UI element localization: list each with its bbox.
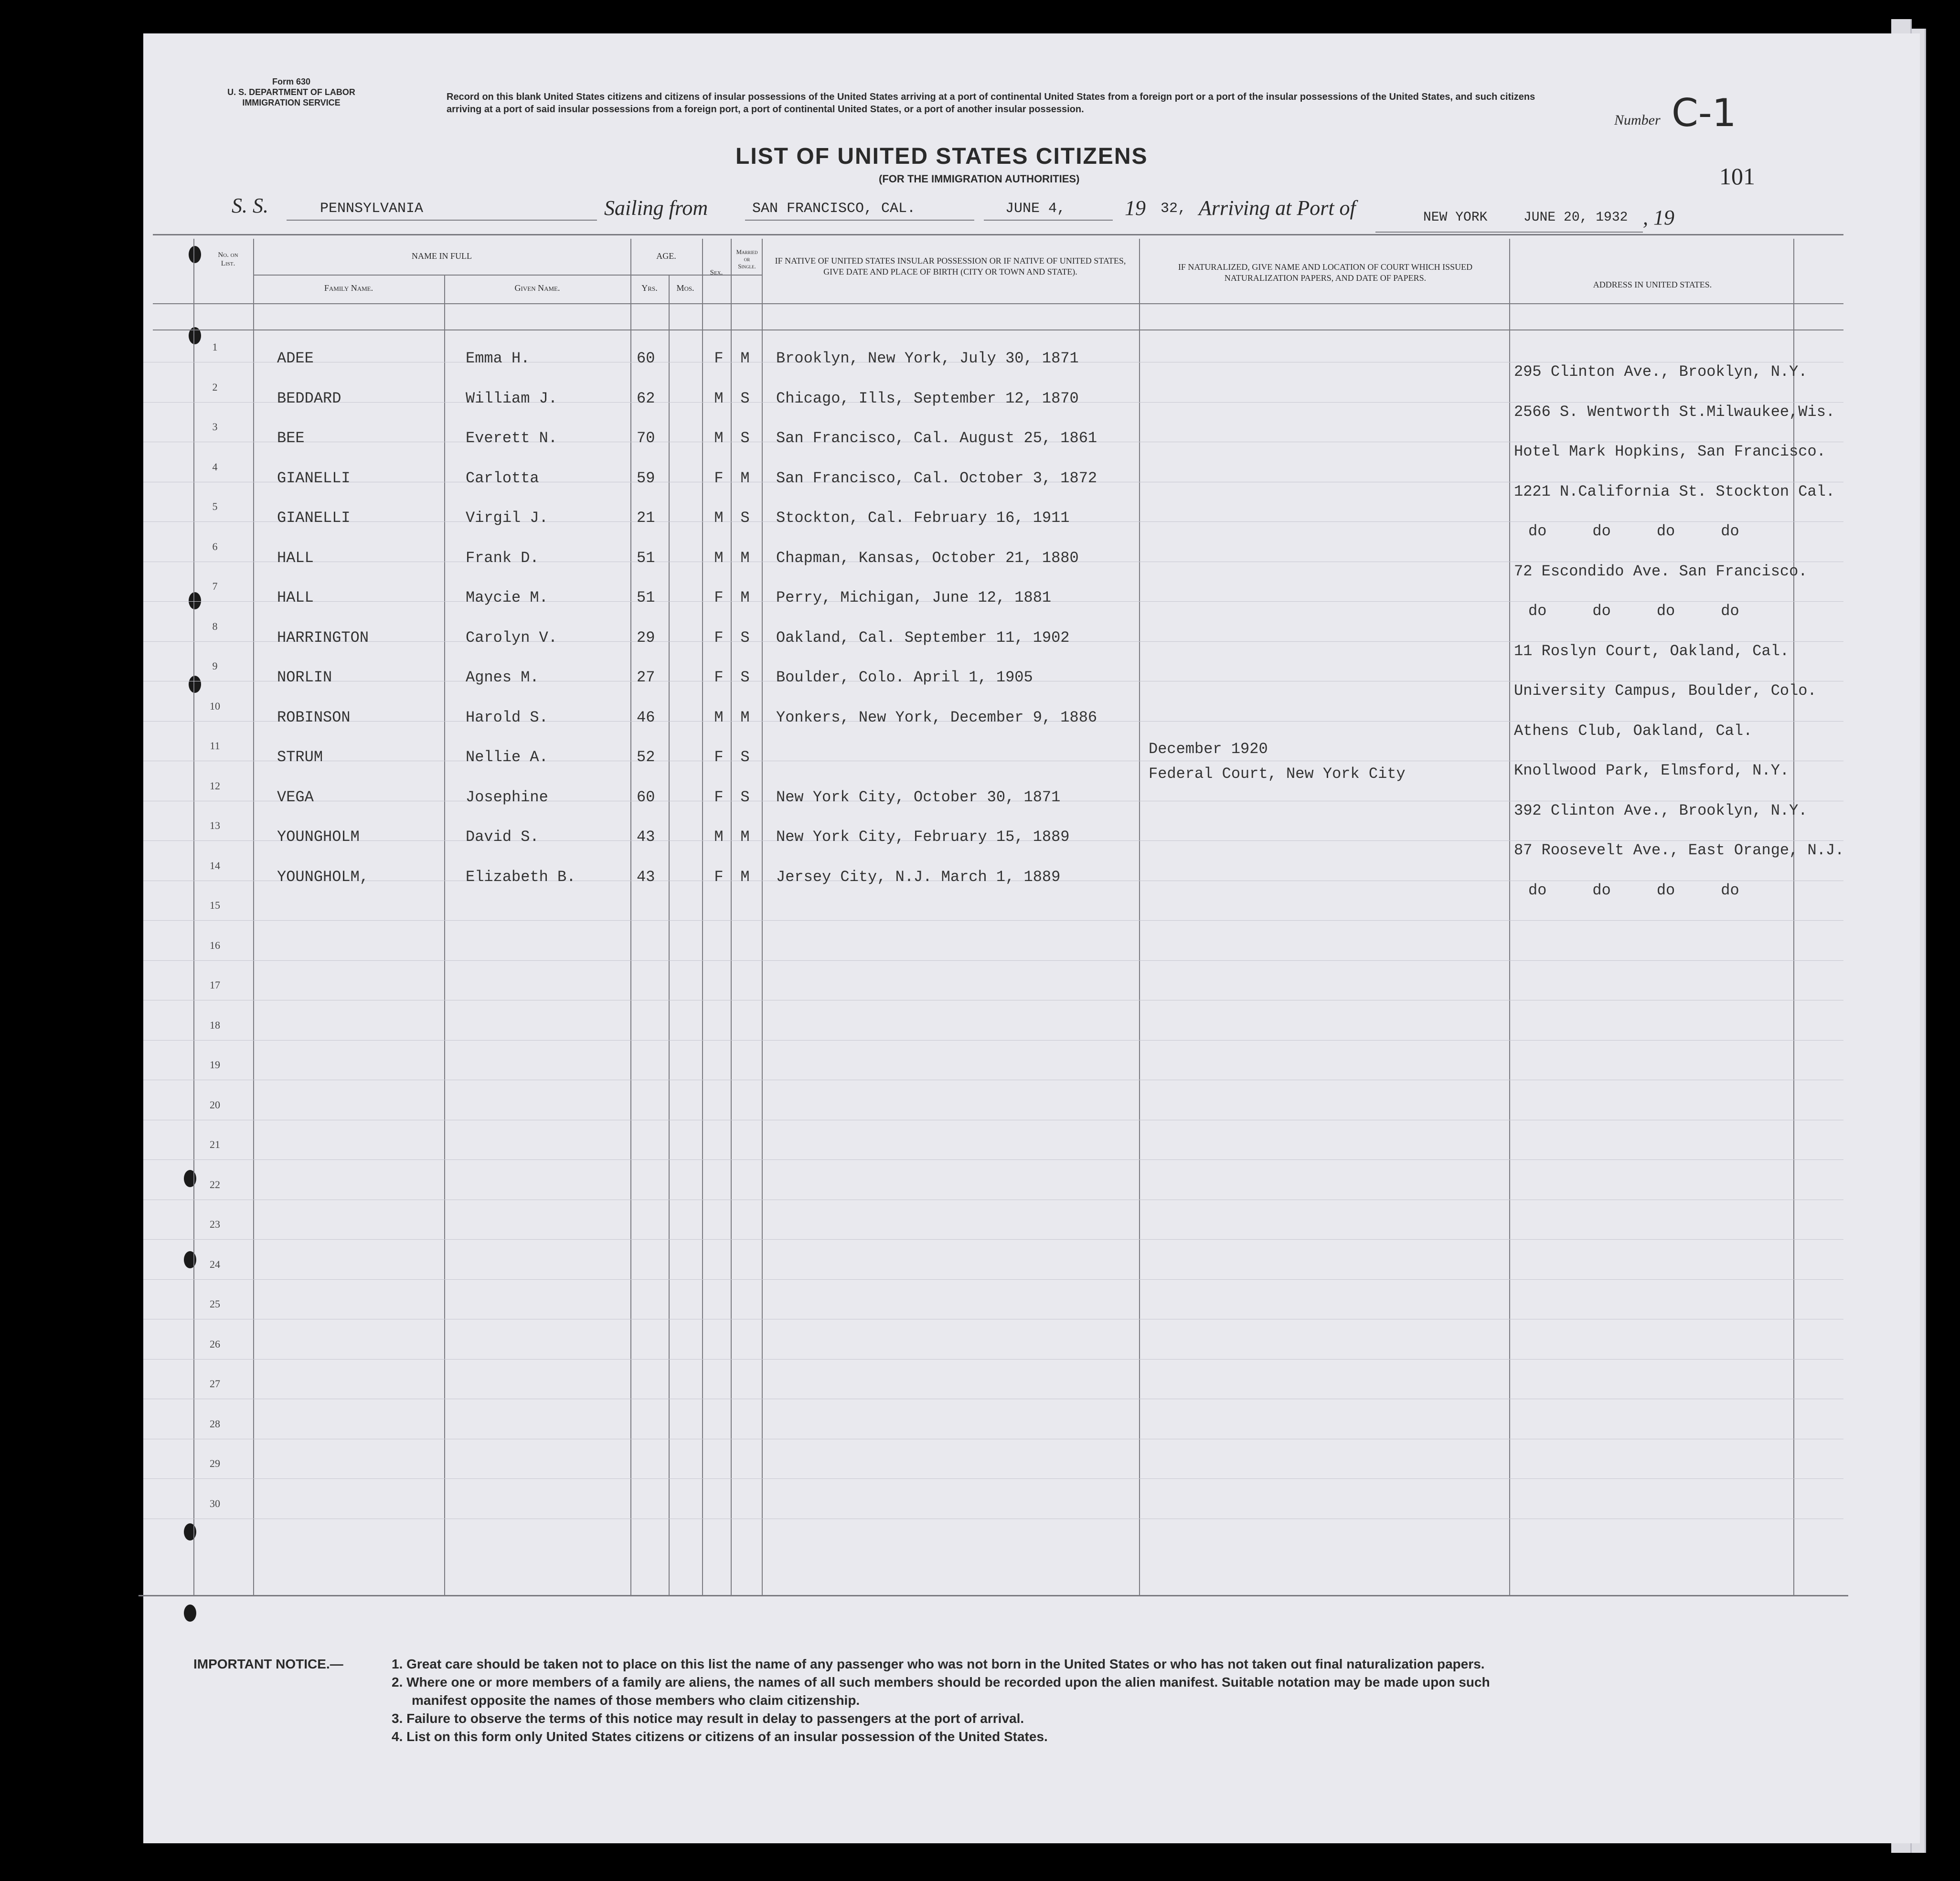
binder-hole [184,1170,196,1187]
row-number: 30 [210,1497,220,1509]
column-divider [702,239,703,1595]
age-cell: 52 [637,748,655,766]
address-cell: do do do do [1528,602,1739,620]
family-name-cell: GIANELLI [277,469,351,487]
given-name-cell: William J. [466,389,558,407]
marital-status-cell: S [740,389,750,407]
row-number: 22 [210,1178,220,1190]
birth-place-cell: Jersey City, N.J. March 1, 1889 [776,868,1061,886]
table-bottom-border [138,1595,1848,1596]
row-number: 1 [212,341,218,353]
notice-item-3: 3. Failure to observe the terms of this notice may result in delay to passengers at the port of arrival. [392,1711,1024,1726]
birth-place-cell: San Francisco, Cal. August 25, 1861 [776,429,1097,447]
given-name-cell: Harold S. [466,708,548,726]
sex-cell: M [714,389,724,407]
column-divider [1793,239,1794,1595]
header-married: Married or Single. [736,248,758,270]
given-name-cell: David S. [466,828,539,846]
year-prefix: 19 [1125,196,1146,220]
row-rule [143,1159,1843,1160]
ship-name: PENNSYLVANIA [320,201,424,217]
year-prefix-2: , 19 [1643,206,1674,229]
page-subtitle: (FOR THE IMMIGRATION AUTHORITIES) [879,173,1080,185]
marital-status-cell: S [740,509,750,527]
birth-place-cell: Chicago, Ills, September 12, 1870 [776,389,1079,407]
age-cell: 70 [637,429,655,447]
sex-cell: M [714,708,724,726]
row-number: 25 [210,1298,220,1310]
notice-item-4: 4. List on this form only United States citizens or citizens of an insular possession of the United States. [392,1729,1048,1744]
row-number: 9 [212,660,218,672]
header-yrs: Yrs. [641,283,658,293]
table-top-border [153,234,1843,235]
row-number: 7 [212,580,218,592]
column-divider [253,239,254,1595]
notice-item-2-cont: manifest opposite the names of those members who claim citizenship. [412,1693,860,1708]
sex-cell: M [714,429,724,447]
row-rule [143,1478,1843,1479]
row-rule [143,1239,1843,1240]
given-name-cell: Virgil J. [466,509,548,527]
sex-cell: F [714,589,724,606]
naturalization-court: Federal Court, New York City [1149,765,1406,783]
marital-status-cell: S [740,628,750,647]
column-divider [1139,239,1140,1595]
family-name-cell: VEGA [277,788,314,806]
row-number: 17 [210,979,220,991]
age-cell: 46 [637,708,655,726]
family-name-cell: GIANELLI [277,509,351,527]
family-name-cell: YOUNGHOLM, [277,868,369,886]
address-cell: Athens Club, Oakland, Cal. [1514,722,1753,740]
binder-hole [184,1251,196,1268]
fill-line [745,220,974,221]
binder-hole [189,246,201,263]
sex-cell: F [714,868,724,886]
header-birth: IF NATIVE OF UNITED STATES INSULAR POSSESSION OR IF NATIVE OF UNITED STATES, GIVE DATE AND PLACE OF BIRTH (CITY OR TOWN AND STATE). [775,256,1126,276]
column-divider [669,275,670,1595]
age-cell: 29 [637,628,655,647]
age-cell: 51 [637,549,655,567]
notice-item-1: 1. Great care should be taken not to place on this list the name of any passenger who was not born in the United States or who has not taken out final naturalization papers. [392,1657,1485,1671]
marital-status-cell: M [740,708,750,726]
address-cell: do do do do [1528,522,1739,540]
address-cell: 295 Clinton Ave., Brooklyn, N.Y. [1514,363,1808,381]
row-rule [143,920,1843,921]
family-name-cell: YOUNGHOLM [277,828,360,846]
address-cell: University Campus, Boulder, Colo. [1514,682,1817,700]
departure-port: SAN FRANCISCO, CAL. [752,201,916,217]
department-name: U. S. DEPARTMENT OF LABOR [227,87,355,97]
birth-place-cell: Brooklyn, New York, July 30, 1871 [776,350,1079,367]
column-divider [630,239,631,1595]
column-divider [1509,239,1510,1595]
address-cell: Hotel Mark Hopkins, San Francisco. [1514,443,1826,460]
marital-status-cell: M [740,350,750,367]
address-cell: 11 Roslyn Court, Oakland, Cal. [1514,642,1790,660]
header-bottom-border [153,303,1843,304]
given-name-cell: Carlotta [466,469,539,487]
naturalization-date: December 1920 [1149,740,1268,758]
given-name-cell: Carolyn V. [466,628,558,647]
given-name-cell: Josephine [466,788,548,806]
marital-status-cell: M [740,868,750,886]
arriving-label: Arriving at Port of [1199,196,1356,220]
age-cell: 43 [637,828,655,846]
family-name-cell: ADEE [277,350,314,367]
row-rule [143,1040,1843,1041]
form-identifier [201,76,382,108]
row-number: 14 [210,859,220,871]
header-naturalized: IF NATURALIZED, GIVE NAME AND LOCATION OF COURT WHICH ISSUED NATURALIZATION PAPERS, AND DATE OF PAPERS. [1178,262,1473,283]
form-number: Form 630 [272,77,311,86]
sailing-label: Sailing from [604,196,708,220]
age-cell: 21 [637,509,655,527]
header-family: Family Name. [324,283,373,293]
family-name-cell: BEE [277,429,305,447]
binder-hole [189,676,201,693]
address-cell: 87 Roosevelt Ave., East Orange, N.J. [1514,841,1844,859]
family-name-cell: BEDDARD [277,389,341,407]
given-name-cell: Emma H. [466,350,530,367]
form-instructions: Record on this blank United States citizens and citizens of insular possessions of the United States arriving at a port of continental United States from a foreign port or a port of the insular possessions of the United States, and such citizens arriving at a port of said insular possessions from a foreign port, a port of continental United States, or a port of another insular possession. [447,92,1535,115]
marital-status-cell: S [740,669,750,686]
address-cell: 392 Clinton Ave., Brooklyn, N.Y. [1514,801,1808,819]
fill-line [287,220,597,221]
age-cell: 60 [637,788,655,806]
marital-status-cell: M [740,549,750,567]
row-number: 3 [212,421,218,433]
header-bottom-border [153,329,1843,330]
given-name-cell: Maycie M. [466,589,548,606]
sex-cell: F [714,469,724,487]
binder-hole [184,1605,196,1622]
header-name: NAME IN FULL [412,251,472,261]
row-number: 27 [210,1378,220,1390]
row-number: 20 [210,1098,220,1111]
departure-date: JUNE 4, [1005,201,1066,217]
row-number: 24 [210,1258,220,1270]
row-number: 19 [210,1059,220,1071]
address-cell: 1221 N.California St. Stockton Cal. [1514,482,1835,500]
age-cell: 43 [637,868,655,886]
marital-status-cell: M [740,469,750,487]
marital-status-cell: S [740,429,750,447]
row-rule [143,960,1843,961]
row-number: 5 [212,500,218,512]
address-cell: do do do do [1528,881,1739,899]
service-name: IMMIGRATION SERVICE [242,98,341,107]
departure-year: 32, [1161,201,1187,217]
number-value: C-1 [1672,91,1736,135]
sex-cell: F [714,669,724,686]
header-divider [253,275,762,276]
family-name-cell: ROBINSON [277,708,351,726]
birth-place-cell: New York City, October 30, 1871 [776,788,1061,806]
header-mos: Mos. [676,283,694,293]
marital-status-cell: M [740,828,750,846]
row-number: 12 [210,779,220,792]
page-title: LIST OF UNITED STATES CITIZENS [735,144,1148,169]
row-number: 18 [210,1019,220,1031]
birth-place-cell: Oakland, Cal. September 11, 1902 [776,628,1070,647]
page-number: 101 [1719,163,1755,190]
given-name-cell: Agnes M. [466,669,539,686]
arrival-date: JUNE 20, 1932 [1523,210,1628,225]
row-number: 21 [210,1138,220,1150]
arrival-port: NEW YORK [1423,210,1488,225]
row-number: 26 [210,1338,220,1350]
fill-line [984,220,1113,221]
sex-cell: F [714,748,724,766]
family-name-cell: HARRINGTON [277,628,369,647]
row-number: 4 [212,460,218,473]
given-name-cell: Elizabeth B. [466,868,576,886]
row-number: 16 [210,939,220,951]
row-number: 13 [210,819,220,831]
age-cell: 51 [637,589,655,606]
birth-place-cell: Yonkers, New York, December 9, 1886 [776,708,1097,726]
address-cell: Knollwood Park, Elmsford, N.Y. [1514,762,1790,779]
row-number: 29 [210,1457,220,1469]
age-cell: 59 [637,469,655,487]
row-rule [143,1279,1843,1280]
row-number: 8 [212,620,218,632]
age-cell: 27 [637,669,655,686]
binder-hole [189,592,201,609]
sex-cell: F [714,628,724,647]
notice-item-2: 2. Where one or more members of a family are aliens, the names of all such members should be recorded upon the alien manifest. Suitable notation may be made upon such [392,1675,1490,1690]
sex-cell: M [714,509,724,527]
sex-cell: M [714,549,724,567]
header-given: Given Name. [514,283,560,293]
column-divider [444,275,445,1595]
notice-label: IMPORTANT NOTICE.— [193,1657,343,1671]
row-rule [143,1359,1843,1360]
header-age: AGE. [656,251,676,261]
row-number: 6 [212,540,218,553]
birth-place-cell: San Francisco, Cal. October 3, 1872 [776,469,1097,487]
row-number: 28 [210,1417,220,1430]
header-no: No. on List. [218,251,238,267]
birth-place-cell: Stockton, Cal. February 16, 1911 [776,509,1070,527]
marital-status-cell: M [740,589,750,606]
given-name-cell: Everett N. [466,429,558,447]
address-cell: 72 Escondido Ave. San Francisco. [1514,562,1808,580]
sex-cell: F [714,350,724,367]
sex-cell: F [714,788,724,806]
birth-place-cell: New York City, February 15, 1889 [776,828,1070,846]
ss-label: S. S. [232,194,268,217]
row-number: 15 [210,899,220,911]
family-name-cell: NORLIN [277,669,332,686]
fill-line [1375,232,1643,233]
row-number: 2 [212,381,218,393]
age-cell: 62 [637,389,655,407]
sex-cell: M [714,828,724,846]
family-name-cell: HALL [277,589,314,606]
given-name-cell: Nellie A. [466,748,548,766]
age-cell: 60 [637,350,655,367]
birth-place-cell: Boulder, Colo. April 1, 1905 [776,669,1033,686]
number-label: Number [1614,112,1661,128]
column-divider [193,239,194,1595]
marital-status-cell: S [740,748,750,766]
column-divider [762,239,763,1595]
header-sex: Sex. [710,269,723,276]
binder-hole [184,1523,196,1541]
row-number: 11 [210,740,220,752]
family-name-cell: STRUM [277,748,323,766]
header-address: ADDRESS IN UNITED STATES. [1593,280,1712,289]
document-sheet [143,33,1920,1843]
row-number: 10 [210,700,220,712]
row-number: 23 [210,1218,220,1230]
family-name-cell: HALL [277,549,314,567]
marital-status-cell: S [740,788,750,806]
given-name-cell: Frank D. [466,549,539,567]
address-cell: 2566 S. Wentworth St.Milwaukee,Wis. [1514,403,1835,421]
birth-place-cell: Chapman, Kansas, October 21, 1880 [776,549,1079,567]
birth-place-cell: Perry, Michigan, June 12, 1881 [776,589,1052,606]
